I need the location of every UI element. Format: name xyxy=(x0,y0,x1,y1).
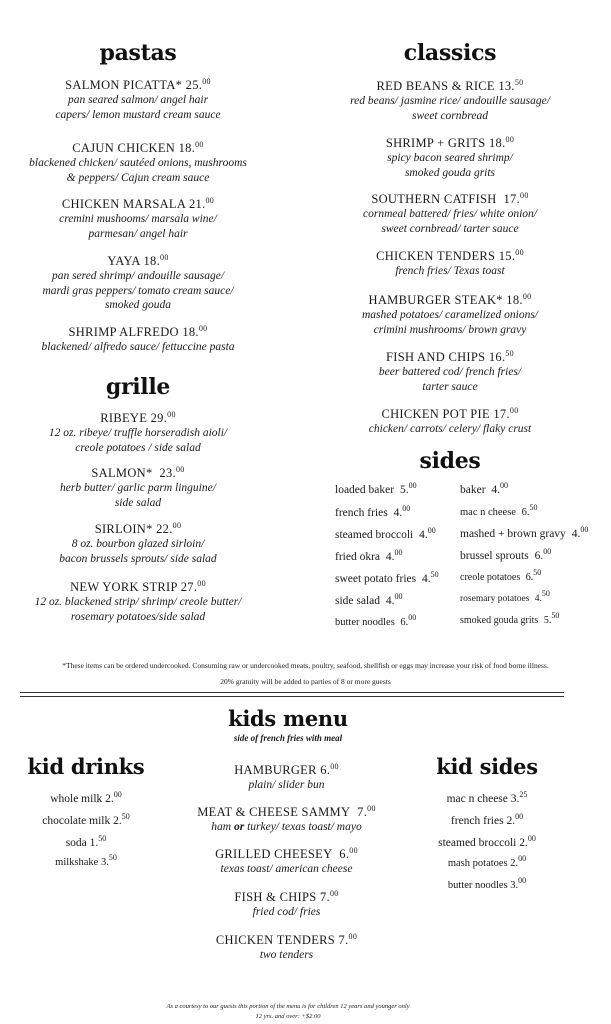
item-name: SALMON PICATTA* xyxy=(65,78,183,92)
side-price: 6.50 xyxy=(525,568,542,583)
kid-main-item: CHICKEN TENDERS 7.00 two tenders xyxy=(172,929,401,963)
item-price: 7 xyxy=(338,933,346,947)
item-desc: bacon brussels sprouts/ side salad xyxy=(59,552,217,565)
divider xyxy=(20,692,564,693)
side-item: brussel sprouts 6.00 xyxy=(460,547,552,562)
side-item: fried okra 4.00 xyxy=(335,548,403,563)
item-cents: 00 xyxy=(175,465,185,474)
item-price: 22 xyxy=(156,522,170,536)
kid-main-item: GRILLED CHEESEY 6.00 texas toast/ american cheese xyxy=(172,843,401,877)
item-cents: 00 xyxy=(198,324,208,333)
item-name: YAYA xyxy=(107,254,141,268)
item-price: 27 xyxy=(180,580,194,594)
item-name: CAJUN CHICKEN xyxy=(72,141,176,155)
item-cents: 00 xyxy=(505,135,515,144)
side-price: 6.50 xyxy=(521,503,538,518)
item-name: MEAT & CHEESE SAMMY xyxy=(197,805,351,819)
item-price: 21 xyxy=(188,197,203,211)
divider xyxy=(20,696,564,697)
item-price: 17 xyxy=(493,407,507,421)
item-desc: blackened chicken/ sautéed onions, mushrooms xyxy=(29,157,247,169)
menu-item: CAJUN CHICKEN 18.00 blackened chicken/ sautéed onions, mushrooms & peppers/ Cajun cream sauce xyxy=(0,137,276,185)
item-desc: herb butter/ garlic parm linguine/ xyxy=(60,482,216,494)
item-desc: cornmeal battered/ fries/ white onion/ xyxy=(363,208,537,220)
item-desc: creole potatoes / side salad xyxy=(75,441,201,454)
item-name: RED BEANS & RICE xyxy=(376,79,495,93)
item-name: SIRLOIN* xyxy=(94,522,153,536)
item-desc: blackened/ alfredo sauce/ fettuccine pasta xyxy=(41,341,235,353)
kid-side-item: mac n cheese 3.25 xyxy=(446,790,528,805)
menu-item: SIRLOIN* 22.00 8 oz. bourbon glazed sirloin/ bacon brussels sprouts/ side salad xyxy=(0,518,276,566)
item-desc: spicy bacon seared shrimp/ xyxy=(387,152,513,164)
item-name: SALMON* xyxy=(91,466,153,480)
item-name: FISH & CHIPS xyxy=(234,890,317,904)
item-cents: 00 xyxy=(330,762,339,771)
item-cents: 00 xyxy=(515,248,524,257)
kids-menu-heading: kids menu xyxy=(228,706,348,731)
side-item: side salad 4.00 xyxy=(335,592,403,607)
item-desc: 8 oz. bourbon glazed sirloin/ xyxy=(71,538,205,550)
item-desc: pan seared salmon/ angel hair xyxy=(67,94,209,106)
side-price: 6.00 xyxy=(534,547,552,562)
menu-item: CHICKEN TENDERS 15.00 french fries/ Texas toast xyxy=(310,245,590,279)
item-desc: sweet cornbread xyxy=(412,109,488,122)
item-desc: rosemary potatoes/side salad xyxy=(70,610,206,623)
item-cents: 00 xyxy=(172,521,182,530)
kid-side-item: french fries 2.00 xyxy=(450,812,524,827)
item-name: SOUTHERN CATFISH xyxy=(371,192,497,206)
kid-side-item: mash potatoes 2.00 xyxy=(447,854,527,869)
kids-courtesy-surcharge: 12 yrs. and over: +$2.00 xyxy=(255,1013,321,1020)
item-price: 13 xyxy=(498,79,512,93)
item-desc: & peppers/ Cajun cream sauce xyxy=(66,171,210,184)
kid-drinks-heading: kid drinks xyxy=(27,754,145,779)
menu-item: SOUTHERN CATFISH 17.00 cornmeal battered/ fries/ white onion/ sweet cornbread/ tarter sauce xyxy=(310,188,590,236)
side-item: rosemary potatoes 4.50 xyxy=(460,589,550,604)
pastas-heading: pastas xyxy=(99,40,177,66)
item-cents: 00 xyxy=(197,579,206,588)
item-desc: pan sered shrimp/ andouille sausage/ xyxy=(51,270,225,282)
item-name: SHRIMP + GRITS xyxy=(385,136,486,150)
item-name: CHICKEN POT PIE xyxy=(381,407,490,421)
menu-item: CHICKEN MARSALA 21.00 cremini mushooms/ marsala wine/ parmesan/ angel hair xyxy=(0,193,276,241)
item-desc: mardi gras peppers/ tomato cream sauce/ xyxy=(42,284,234,297)
item-cents: 50 xyxy=(514,78,524,87)
side-item: creole potatoes 6.50 xyxy=(460,568,542,583)
side-item: butter noodles 6.00 xyxy=(335,613,417,628)
item-price: 25 xyxy=(185,78,199,92)
item-desc: fried cod/ fries xyxy=(252,906,321,918)
menu-item: SHRIMP + GRITS 18.00 spicy bacon seared shrimp/ smoked gouda grits xyxy=(310,132,590,180)
item-cents: 00 xyxy=(509,406,519,415)
item-desc: crimini mushrooms/ brown gravy xyxy=(373,323,527,336)
side-price: 6.00 xyxy=(400,613,417,628)
menu-item: NEW YORK STRIP 27.00 12 oz. blackened strip/ shrimp/ creole butter/ rosemary potatoes/side salad xyxy=(0,576,276,624)
item-name: FISH AND CHIPS xyxy=(386,350,486,364)
side-item: sweet potato fries 4.50 xyxy=(335,570,439,585)
item-desc: texas toast/ american cheese xyxy=(220,863,353,875)
kids-courtesy-note: As a courtesy to our guests this portion of the menu is for children 12 years and younger only xyxy=(166,1003,410,1010)
side-item: mashed + brown gravy 4.00 xyxy=(460,525,589,540)
side-price: 4.00 xyxy=(491,481,509,496)
kid-drink-item: whole milk 2.00 xyxy=(50,790,122,805)
item-name: NEW YORK STRIP xyxy=(70,580,178,594)
item-name: RIBEYE xyxy=(100,411,148,425)
kid-drink-item: milkshake 3.50 xyxy=(55,853,117,868)
item-price: 15 xyxy=(498,249,512,263)
menu-item: HAMBURGER STEAK* 18.00 mashed potatoes/ caramelized onions/ crimini mushrooms/ brown gravy xyxy=(310,289,590,337)
menu-item: FISH AND CHIPS 16.50 beer battered cod/ french fries/ tarter sauce xyxy=(310,346,590,394)
side-price: 4.00 xyxy=(385,592,403,607)
item-price: 7 xyxy=(357,805,364,819)
kid-sides-heading: kid sides xyxy=(436,754,538,779)
item-price: 23 xyxy=(159,466,173,480)
kid-side-item: butter noodles 3.00 xyxy=(447,876,527,891)
item-price: 18 xyxy=(506,293,520,307)
kids-menu-subtitle: side of french fries with meal xyxy=(233,733,343,743)
side-item: loaded baker 5.00 xyxy=(335,481,417,496)
item-desc: mashed potatoes/ caramelized onions/ xyxy=(362,309,538,321)
disclaimer-text: *These items can be ordered undercooked. Consuming raw or undercooked meats, poultry, seafood, shellfish or eggs may increase your risk of food borne illness. xyxy=(62,661,549,670)
side-item: baker 4.00 xyxy=(460,481,509,496)
side-item: mac n cheese 6.50 xyxy=(460,503,538,518)
menu-item: SALMON* 23.00 herb butter/ garlic parm linguine/ side salad xyxy=(0,462,276,510)
item-price: 17 xyxy=(503,192,517,206)
item-desc: side salad xyxy=(114,496,162,509)
side-price: 4.00 xyxy=(393,504,411,519)
classics-heading: classics xyxy=(403,40,497,66)
item-cents: 00 xyxy=(167,410,176,419)
item-price: 6 xyxy=(339,847,346,861)
item-cents: 00 xyxy=(202,77,211,86)
item-cents: 00 xyxy=(160,253,169,262)
item-desc: 12 oz. ribeye/ truffle horseradish aioli/ xyxy=(48,427,228,439)
item-desc: parmesan/ angel hair xyxy=(88,227,188,240)
kid-main-item: MEAT & CHEESE SAMMY 7.00 ham or turkey/ texas toast/ mayo xyxy=(172,801,401,835)
side-item: steamed broccoli 4.00 xyxy=(335,526,436,541)
side-price: 4.50 xyxy=(422,570,439,585)
menu-item: RED BEANS & RICE 13.50 red beans/ jasmine rice/ andouille sausage/ sweet cornbread xyxy=(310,75,590,123)
item-price: 18 xyxy=(488,136,503,150)
item-name: CHICKEN TENDERS xyxy=(376,249,496,263)
kid-drink-item: chocolate milk 2.50 xyxy=(42,812,130,827)
item-name: SHRIMP ALFREDO xyxy=(68,325,179,339)
side-price: 4.50 xyxy=(534,589,550,604)
side-price: 5.50 xyxy=(543,611,560,626)
item-desc: french fries/ Texas toast xyxy=(395,265,505,277)
menu-item: SALMON PICATTA* 25.00 pan seared salmon/ angel hair capers/ lemon mustard cream sauce xyxy=(0,74,276,122)
kid-drink-item: soda 1.50 xyxy=(65,834,107,849)
item-cents: 00 xyxy=(348,932,358,941)
side-price: 4.00 xyxy=(571,525,589,540)
item-price: 7 xyxy=(319,890,327,904)
item-cents: 00 xyxy=(205,196,215,205)
item-desc: 12 oz. blackened strip/ shrimp/ creole butter/ xyxy=(34,596,242,608)
item-cents: 00 xyxy=(349,846,358,855)
item-cents: 00 xyxy=(522,292,532,301)
item-desc: tarter sauce xyxy=(422,380,478,393)
side-price: 4.00 xyxy=(419,526,436,541)
item-desc: smoked gouda grits xyxy=(404,166,496,179)
gratuity-text: 20% gratuity will be added to parties of 8 or more guests xyxy=(220,677,391,686)
item-price: 29 xyxy=(150,411,164,425)
side-item: smoked gouda grits 5.50 xyxy=(460,611,560,626)
item-desc: capers/ lemon mustard cream sauce xyxy=(55,108,221,121)
item-name: CHICKEN MARSALA xyxy=(61,197,186,211)
menu-item: YAYA 18.00 pan sered shrimp/ andouille sausage/ mardi gras peppers/ tomato cream sauce/ smoked gouda xyxy=(0,250,276,313)
item-cents: 00 xyxy=(367,804,376,813)
item-desc: sweet cornbread/ tarter sauce xyxy=(381,222,519,235)
item-name: HAMBURGER STEAK* xyxy=(368,293,503,307)
item-name: GRILLED CHEESEY xyxy=(215,847,333,861)
item-price: 6 xyxy=(320,763,327,777)
item-cents: 00 xyxy=(195,140,204,149)
item-name: HAMBURGER xyxy=(234,763,317,777)
side-item: french fries 4.00 xyxy=(335,504,411,519)
item-desc: red beans/ jasmine rice/ andouille sausage/ xyxy=(350,95,550,107)
item-desc: cremini mushooms/ marsala wine/ xyxy=(59,213,217,225)
item-cents: 00 xyxy=(329,889,339,898)
sides-heading: sides xyxy=(419,448,481,474)
menu-item: RIBEYE 29.00 12 oz. ribeye/ truffle horseradish aioli/ creole potatoes / side salad xyxy=(0,407,276,455)
kid-main-item: FISH & CHIPS 7.00 fried cod/ fries xyxy=(172,886,401,920)
side-price: 4.00 xyxy=(385,548,403,563)
item-cents: 00 xyxy=(520,191,529,200)
item-price: 18 xyxy=(182,325,196,339)
item-desc: chicken/ carrots/ celery/ flaky crust xyxy=(368,423,532,435)
item-desc: two tenders xyxy=(259,949,314,961)
item-desc: ham or turkey/ texas toast/ mayo xyxy=(211,821,362,833)
menu-item: SHRIMP ALFREDO 18.00 blackened/ alfredo sauce/ fettuccine pasta xyxy=(0,321,276,355)
item-price: 18 xyxy=(143,254,157,268)
item-name: CHICKEN TENDERS xyxy=(215,933,336,947)
item-desc: beer battered cod/ french fries/ xyxy=(378,366,522,378)
item-desc: smoked gouda xyxy=(104,299,172,311)
grille-heading: grille xyxy=(105,374,171,400)
item-desc: plain/ slider bun xyxy=(248,779,325,791)
side-price: 5.00 xyxy=(399,481,417,496)
kid-main-item: HAMBURGER 6.00 plain/ slider bun xyxy=(172,759,401,793)
item-price: 16 xyxy=(488,350,502,364)
kid-side-item: steamed broccoli 2.00 xyxy=(438,834,536,849)
item-cents: 50 xyxy=(505,349,514,358)
item-price: 18 xyxy=(178,141,192,155)
menu-item: CHICKEN POT PIE 17.00 chicken/ carrots/ celery/ flaky crust xyxy=(310,403,590,437)
